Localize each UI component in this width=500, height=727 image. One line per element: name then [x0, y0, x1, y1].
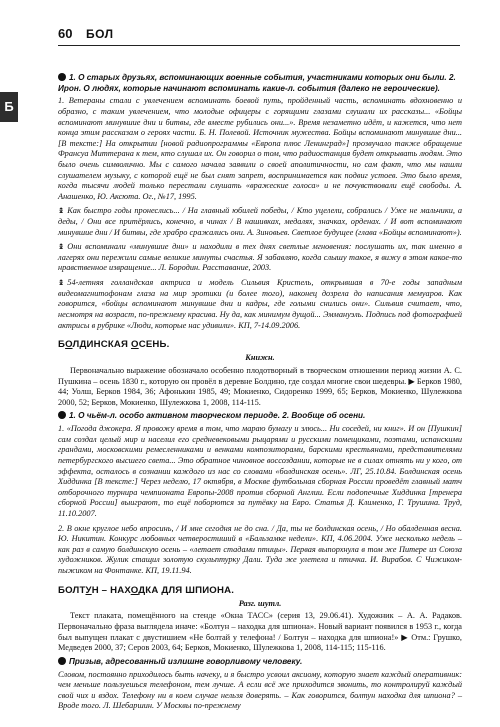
example-quote: Словом, постоянно приходилось быть начеку, и я быстро усвоил аксиому, которую знает каждый оперативник: чем меньше пользуешься телефоном, тем лучше. А если всё же приходится звонить, то контролируй каждый свой чих и вздох. Телефону ни в коем случае нельзя доверять. – Как говорится, болтун находка для шпиона? – Вроде того. Л. Шебаршин. У Москвы по-прежнему: [58, 669, 462, 711]
bullet-icon: [58, 657, 66, 665]
entry-headword: БОЛТУН – НАХОДКА ДЛЯ ШПИОНА.: [58, 584, 235, 596]
usage-label: Разг. шутл.: [238, 598, 282, 608]
page-number: 60: [58, 26, 73, 41]
running-head: БОЛ: [86, 27, 114, 41]
sense-definition: 1. О чьём-л. особо активном творческом периоде. 2. Вообще об осени.: [58, 411, 462, 422]
usage-label: Книжн.: [245, 353, 275, 363]
example-quote: ↨ Они вспоминали «минувшие дни» и находили в тех днях светлые мгновения: послушать их, так именно в лагерях они пережили самые великие минуты счастья. Я забавляю, когда слышу такое, я вижу в этом какое-то нравственное извращение... Л. Бородин. Расставание, 2003.: [58, 242, 462, 273]
entry-definition: Первоначально выражение обозначало особенно плодотворный в творческом отношении период жизни А. С. Пушкина – осень 1830 г., которую он провёл в деревне Болдино, где создал многие свои шедевры. ▶ Берков 1980, 44; Уолш, Берков 1984, 36; Афонькин 1985, 49; Мокиенко, Сидоренко 1999, 65; Берков, Мокиенко, Шулежкова 2000, 52; Берков, Мокиенко, Шулежкова 1, 2008, 114-115.: [58, 365, 462, 407]
example-marker-icon: ↨: [58, 206, 65, 216]
entry-headword: БОЛДИНСКАЯ ОСЕНЬ.: [58, 339, 170, 351]
sense-definition: 1. О старых друзьях, вспоминающих военные события, участниками которых они были. 2. Ирон. О людях, которые начинают вспоминать какие-л. события (далеко не героические).: [58, 73, 456, 93]
entry-definition: Текст плаката, помещённого на стенде «Окна ТАСС» (серия 13, 29.06.41). Художник – А. А. Радаков. Первоначально фраза выглядела иначе: «Болтун – находка для шпиона». Новый вариант появился в 1953 г., когда был выпущен плакат с двустишием «Не болтай у телефона! / Болтун – находка для шпиона!» ▶ Отм.: Грушко, Медведев 2000, 37; Серов 2003, 64; Берков, Мокиенко, Шулежкова 1, 2008, 114-115; 115-116.: [58, 611, 462, 653]
example-marker-icon: ↨: [58, 242, 65, 252]
sense-definition: Призыв, адресованный излишне говорливому человеку.: [58, 657, 462, 668]
example-quote: ↨ Как быстро годы пронеслись... / На главный юбилей победы, / Кто уцелели, собрались / Уже не мальчики, а деды, / Они все притёрлись, конечно, в чинах / В нашивках, медалях, значках, орденах. / И вот вспоминают минувшие дни / И битвы, где храбро сражались они. А. Зиновьев. Светлое будущее (глава «Бойцы вспоминают»).: [58, 206, 462, 237]
thumb-index-tab: Б: [0, 92, 18, 122]
page-content: [58, 70, 462, 716]
example-marker-icon: ↨: [58, 278, 65, 288]
page-header: [0, 24, 500, 42]
example-quote: 1. Ветераны стали с увлечением вспоминать боевой путь, пройденный часть, вспоминать вдохновенно и образно, с таким увлечением, что молодые офицеры с горящими глазами слушали их рассказы... «Бойцы вспоминают минувшие дни и битвы, где вместе рубились они...». Время незаметно идёт, и кажется, что нет конца этим рассказам о героях части. Б. Н. Полевой. Источник мужества. Бойцы вспоминают минувшие дни... [В тексте:] На открытии [новой радиопрограммы «Европа плюс Ленинград»] прозвучало также обращение Франсуа Миттерана к тем, кто слушал их. Он говорил о том, что радиостанция будет открывать людям. Это было очень символично. Мы с самого начала заявили о своей аполитичности, но сам факт, что мы нашли слушателем музыку, с которой ещё не был снят запрет, воспринимается как подвиг устоев. Это было время, когда тысячи людей только перестали слушать «вражеские голоса» и не почувствовали ещё свободы. А. Анашенко, Ю. Аксюта. Ог., №17, 1995.: [58, 96, 462, 201]
bullet-icon: [58, 73, 66, 81]
bullet-icon: [58, 411, 66, 419]
example-quote: ↨ 54-летняя голландская актриса и модель Сильвия Кристель, открывшая в 70-е годы западным видеомагнитофонам глаза на мир эротики (и более того), наконец дозрела до написания мемуаров. Как говорится, «бойцы вспоминают минувшие дни и кадры, где голыми снились они». Сильвия считает, что, несмотря на возраст, по-прежнему красива. Ну да, как минимум дущой... Эммануэль. Подпись под фотографией актрисы в рубрике «Люди, которые нас удивили». КП, 7-14.09.2006.: [58, 278, 462, 330]
example-quote: 1. «Погода джокера. Я провожу время в том, что мараю бумагу и злюсь... Ни соседей, ни книг». И он [Пушкин] сам создал целый мир и населил его средневековыми рыцарями и русскими помещиками, поэтами, испанскими грандами, московскими ремесленниками и венками композиторами, барскими крестьянами, представителями петербургского высшего света... Это обратное чиновное воссоздании, которые не в силах отнять ни у кого, от эффекта, осталось в сознании каждого из нас со словами «болдинская осень». ЛГ, 25.10.84. Болдинская осень Хиддинка [В тексте:] Через неделю, 17 октября, в Москве футбольная сборная России проведёт главный матч отборочного турнира чемпионата Европы-2008 против сборной Англии. Если подопечные Хиддинка [тренера сборной России] выиграют, то ещё поборются за путёвку на Евро. Статья Д. Клименко, Г. Трушина. Труд, 11.10.2007.: [58, 424, 462, 518]
header-rule: [58, 45, 460, 46]
example-quote: 2. В окне круглое небо впросинь, / И мне сегодня не до сна. / Да, ты не болдинская осень, / Но обалденная весна. Ю. Никитин. Конкурс любовных четверостиший в «Бальзамке недели». КП, 4.06.2004. Уже несколько недель – как раз в самую болдинскую осень – «летает стадами птицы». Первая выпорхнула в том же Питере из Союза художников. Жулик стащил золотую скульптурку Дали. Туда же улетела и птичка. И. Вирабов. С Чижиком-пыжиком на Фонтанке. КП, 19.11.94.: [58, 523, 462, 575]
